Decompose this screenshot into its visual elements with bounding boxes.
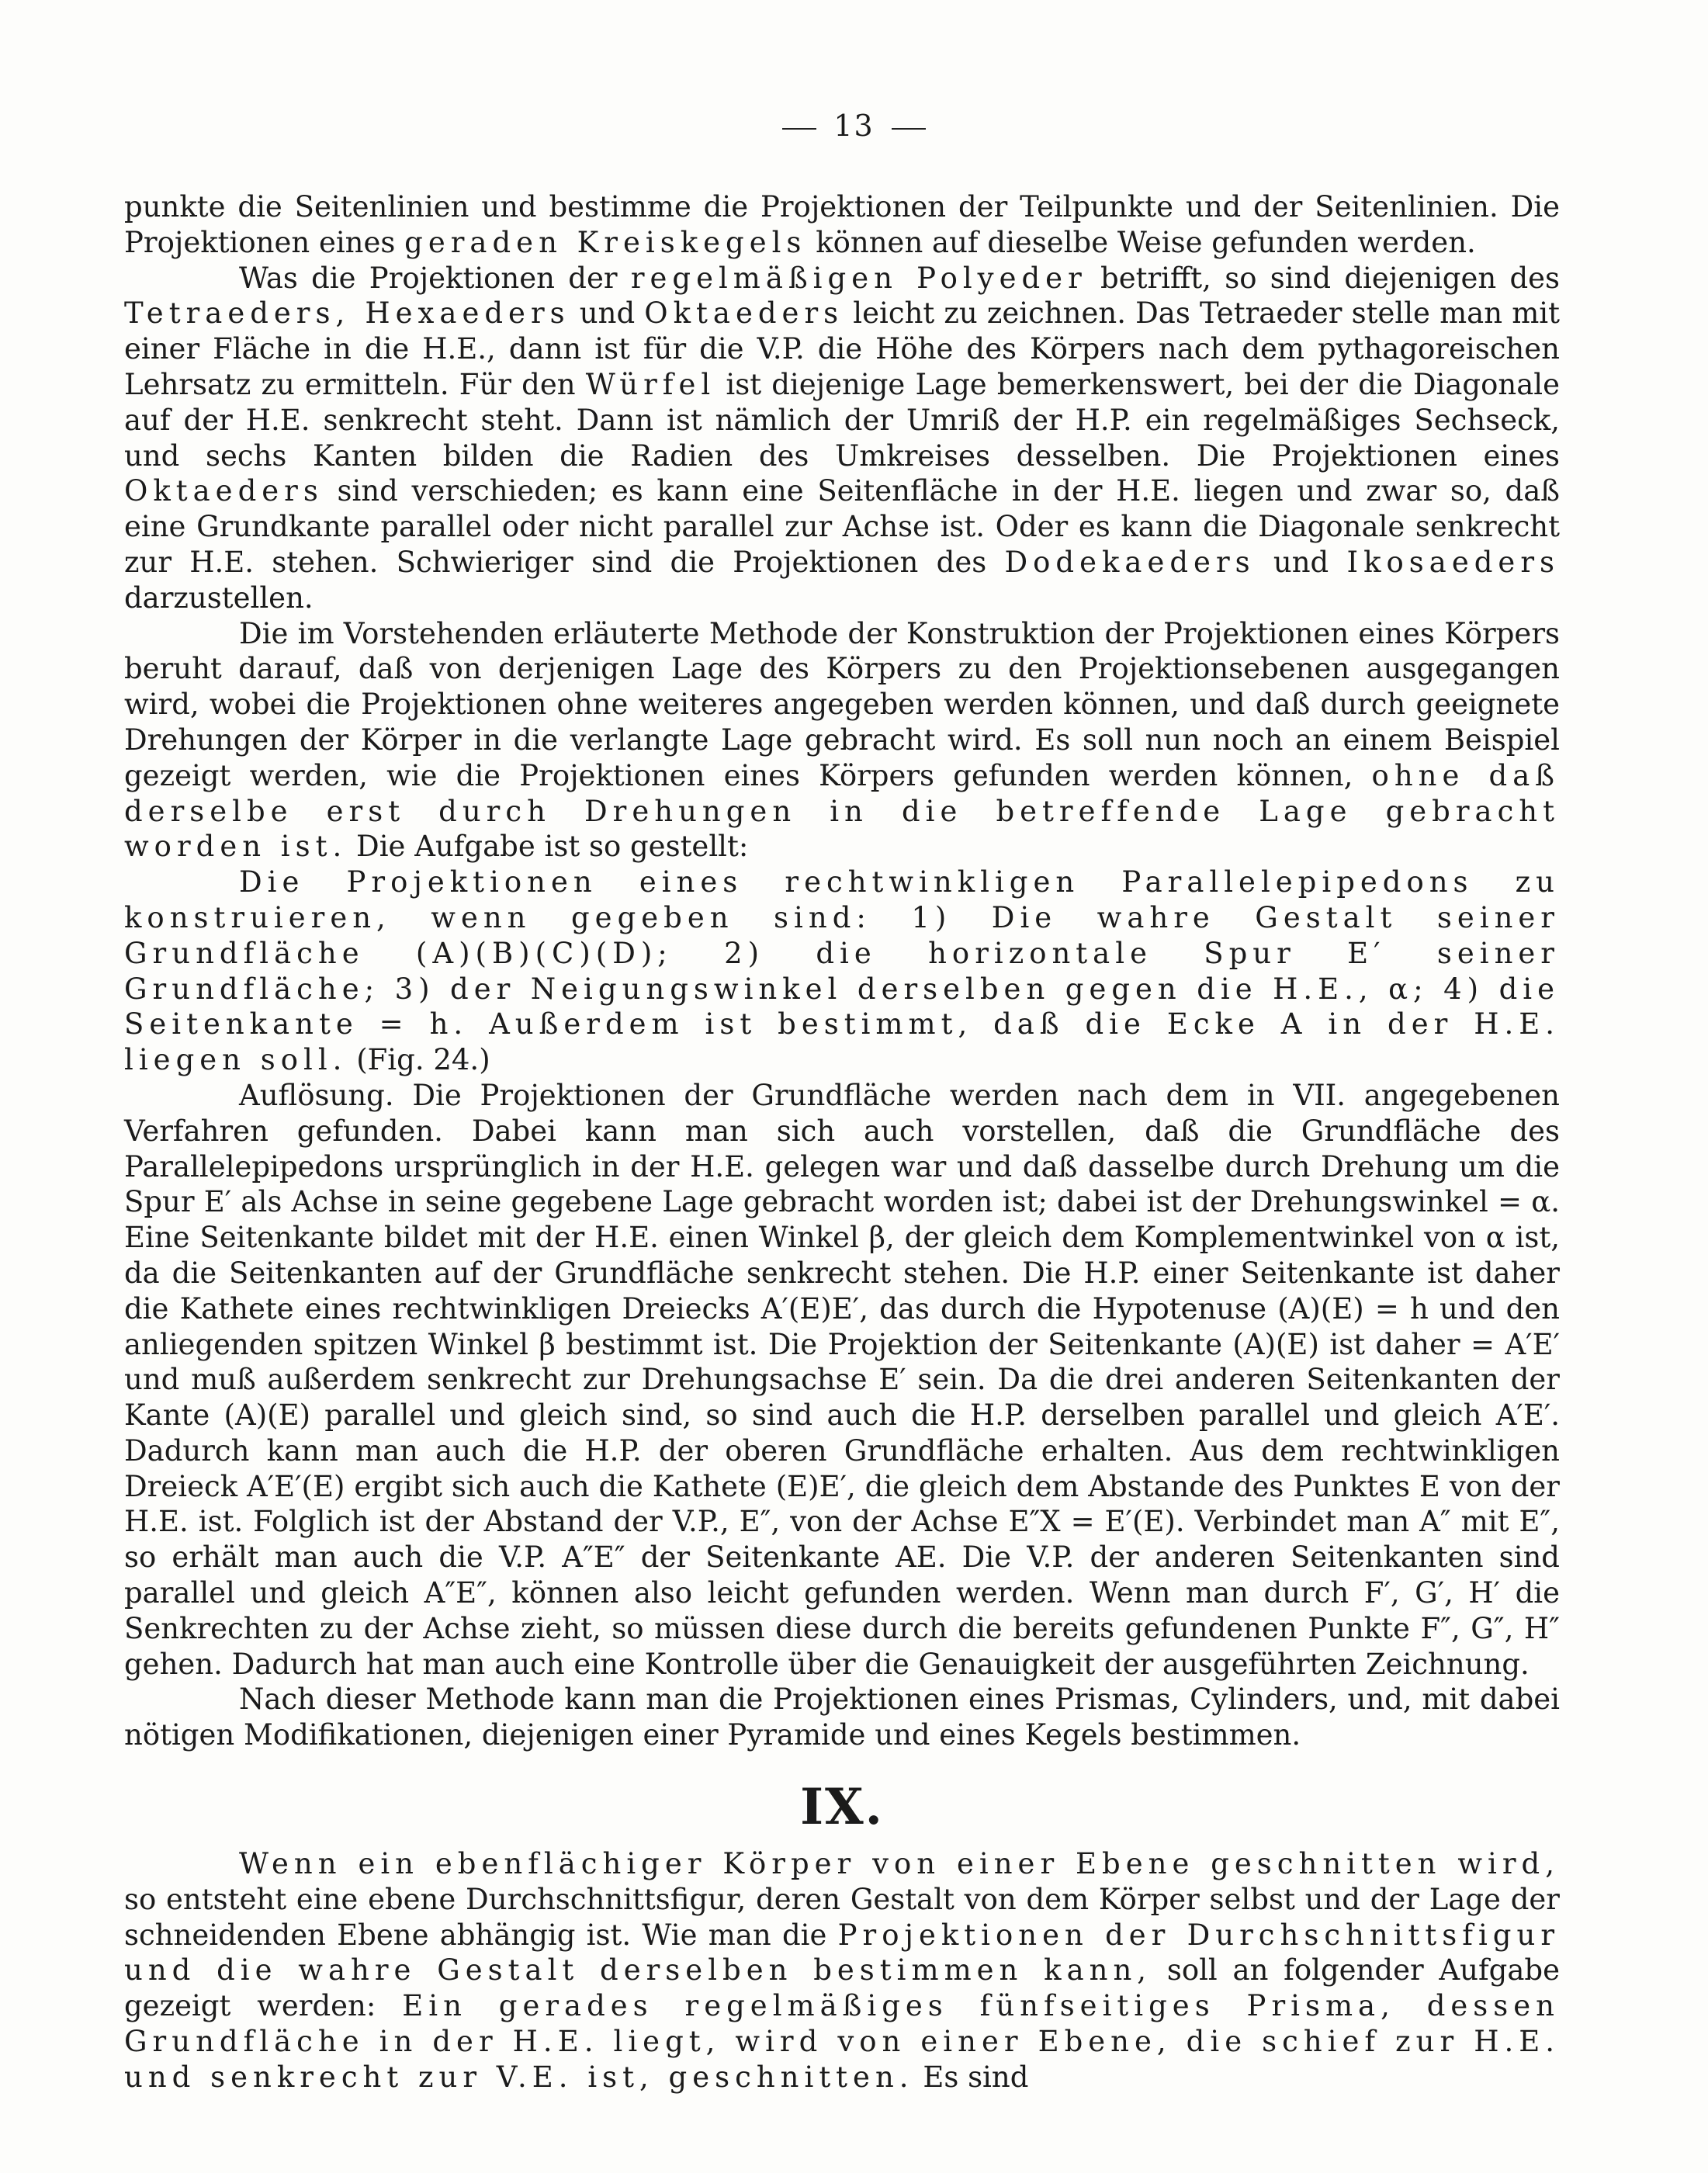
text-run: und [579,296,636,331]
text-run: betrifft, so sind diejenigen des [1100,261,1561,295]
paragraph-method [124,616,1560,865]
text-run: darzustellen. [124,581,314,615]
emphasis-text: geraden Kreiskegels [404,225,807,259]
text-run: Die Aufgabe ist so gestellt: [356,830,749,864]
emphasis-text: Projektionen der Durchschnittsfigur und die wahre Gestalt derselben bestimmen kann, [124,1918,1561,1988]
emphasis-text: Ikosaeders [1346,545,1560,579]
text-run: so entsteht eine ebene Durchschnittsfigur, deren Gestalt von dem Körper selbst und der Lage der schneidenden Ebene abhängig ist. Wie man die [124,1882,1560,1952]
text-run: Auflösung. Die Projektionen der Grundfläche werden nach dem in VII. angegebenen Verfahren gefunden. Dabei kann man sich auch vorstellen, daß die Grundfläche des Parallelepipedons ursprünglich in der H.E. gelegen war und daß dasselbe durch Drehung um die Spur E′ als Achse in seine gegebene Lage gebracht worden ist; dabei ist der Drehungswinkel = α. Eine Seitenkante bildet mit der H.E. einen Winkel β, der gleich dem Komplementwinkel von α ist, da die Seitenkanten auf der Grundfläche senkrecht stehen. Die H.P. einer Seitenkante ist daher die Kathete eines rechtwinkligen Dreiecks A′(E)E′, das durch die Hypotenuse (A)(E) = h und den anliegenden spitzen Winkel β bestimmt ist. Die Projektion der Seitenkante (A)(E) ist daher = A′E′ und muß außerdem senkrecht zur Drehungsachse E′ sein. Da die drei anderen Seitenkanten der Kante (A)(E) parallel und gleich sind, so sind auch die H.P. derselben parallel und gleich A′E′. Dadurch kann man auch die H.P. der oberen Grundfläche erhalten. Aus dem rechtwinkligen Dreieck A′E′(E) ergibt sich auch die Kathete (E)E′, die gleich dem Abstande des Punktes E von der H.E. ist. Folglich ist der Abstand der V.P., E″, von der Achse E″X = E′(E). Verbindet man A″ mit E″, so erhält man auch die V.P. A″E″ der Seitenkante AE. Die V.P. der anderen Seitenkanten sind parallel und gleich A″E″, können also leicht gefunden werden. Wenn man durch F′, G′, H′ die Senkrechten zu der Achse zieht, so müssen diese durch die bereits gefundenen Punkte F″, G″, H″ gehen. Dadurch hat man auch eine Kontrolle über die Genauigkeit der ausgeführten Zeichnung. [124,1078,1560,1681]
page-header [0,109,1708,143]
emphasis-text: regelmäßigen Polyeder [630,261,1087,295]
text-run: leicht zu zeichnen. Das Tetraeder stelle man mit einer Fläche in die H.E., dann ist für die V.P. die Höhe des Körpers nach dem pythagoreischen Lehrsatz zu ermitteln. Für den [124,296,1561,401]
header-dash-left [782,128,816,130]
emphasis-text: Dodekaeders [1004,545,1256,579]
page-number: 13 [833,109,875,143]
emphasis-text: ohne daß derselbe erst durch Drehungen in die betreffende Lage gebracht worden ist. [124,758,1560,864]
paragraph-section-ix [124,1846,1560,2095]
paragraph-method-summary [124,1682,1560,1753]
paragraph-cone [124,189,1560,261]
emphasis-text: Ein gerades regelmäßiges fünfseitiges Prisma, dessen Grundfläche in der H.E. liegt, wird von einer Ebene, die schief zur H.E. und senkrecht zur V.E. ist, geschnitten. [124,1989,1561,2094]
text-run: und [1273,545,1329,579]
body-text [124,189,1560,2095]
emphasis-text: Wenn ein ebenflächiger Körper von einer Ebene geschnitten wird, [239,1847,1560,1881]
text-run: Was die Projektionen der [239,261,618,295]
text-run: Die im Vorstehenden erläuterte Methode der Konstruktion der Projektionen eines Körpers beruht darauf, daß von derjenigen Lage des Körpers zu den Projektionsebenen ausgegangen wird, wobei die Projektionen ohne weiteres angegeben werden können, und daß durch geeignete Drehungen der Körper in die verlangte Lage gebracht wird. Es soll nun noch an einem Beispiel gezeigt werden, wie die Projektionen eines Körpers gefunden werden können, [124,616,1560,792]
text-run: ist diejenige Lage bemerkenswert, bei der die Diagonale auf der H.E. senkrecht steht. Dann ist nämlich der Umriß der H.P. ein regelmäßiges Sechseck, und sechs Kanten bilden die Radien des Umkreises desselben. Die Projektionen eines [124,367,1561,473]
text-run: sind verschieden; es kann eine Seitenfläche in der H.E. liegen und zwar so, daß eine Grundkante parallel oder nicht parallel zur Achse ist. Oder es kann die Diagonale senkrecht zur H.E. stehen. Schwieriger sind die Projektionen des [124,474,1560,579]
text-run: soll an folgender Aufgabe gezeigt werden: [124,1953,1561,2023]
text-run: Es sind [923,2060,1029,2094]
emphasis-text: Würfel [585,367,716,401]
paragraph-solution [124,1078,1560,1683]
header-dash-right [892,128,926,130]
text-run: können auf dieselbe Weise gefunden werden. [816,225,1476,259]
text-run: Nach dieser Methode kann man die Projektionen eines Prismas, Cylinders, und, mit dabei nötigen Modifikationen, diejenigen einer Pyramide und eines Kegels bestimmen. [124,1683,1560,1752]
text-run: punkte die Seitenlinien und bestimme die Projektionen der Teilpunkte und der Seitenlinien. Die Projektionen eines [124,190,1560,259]
emphasis-text: Tetraeders, Hexaeders [124,296,570,331]
paragraph-polyhedra [124,261,1560,616]
section-heading: IX. [800,1778,884,1837]
emphasis-text: Oktaeders [124,474,324,508]
paragraph-problem [124,865,1560,1078]
emphasis-text: Oktaeders [644,296,844,331]
emphasis-text: Die Projektionen eines rechtwinkligen Parallelepipedons zu konstruieren, wenn gegeben sind: 1) Die wahre Gestalt seiner Grundfläche (A)(B)(C)(D); 2) die horizontale Spur E′ seiner Grundfläche; 3) der Neigungswinkel derselben gegen die H.E., α; 4) die Seitenkante = h. Außerdem ist bestimmt, daß die Ecke A in der H.E. liegen soll. [124,865,1560,1077]
figure-reference: (Fig. 24.) [356,1043,490,1077]
